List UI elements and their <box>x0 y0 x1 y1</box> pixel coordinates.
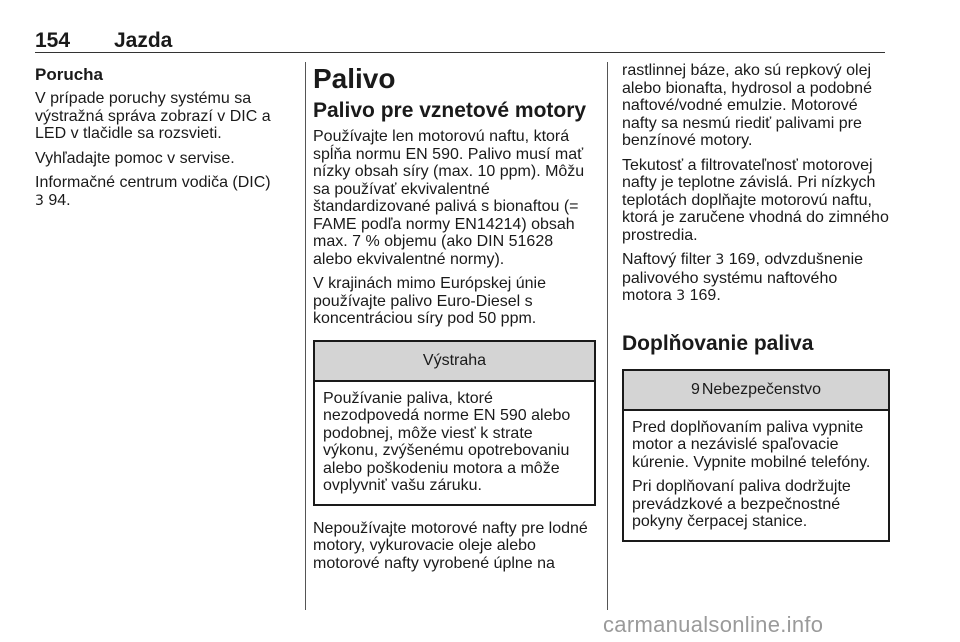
page-reference-link[interactable]: 169. <box>685 287 721 304</box>
page-reference-link[interactable]: 94. <box>43 191 71 209</box>
warning-box <box>313 340 596 506</box>
paragraph: Vyhľadajte pomoc v servise. <box>35 149 235 167</box>
paragraph <box>35 174 297 210</box>
paragraph-text: Informačné centrum vodiča (DIC) <box>35 174 271 191</box>
paragraph-text: Naftový filter <box>622 251 711 268</box>
paragraph: Nepoužívajte motorové nafty pre lodné motory, vykurovacie oleje alebo motorové nafty vyrobené úplne na <box>313 519 588 572</box>
page-reference-icon: 3 <box>35 192 44 209</box>
paragraph: rastlinnej báze, ako sú repkový olej alebo bionafta, hydrosol a podobné naftové/vodné emulzie. Motorové nafty sa nesmú riediť palivami pre benzínové motory. <box>622 62 872 149</box>
danger-text: Pri doplňovaní paliva dodržujte prevádzkové a bezpečnostné pokyny čerpacej stanice. <box>632 478 851 530</box>
paragraph: Používajte len motorovú naftu, ktorá spĺňa normu EN 590. Palivo musí mať nízky obsah síry (max. 10 ppm). Môžu sa používať ekvivalentné štandardizované palivá s bionaftou (= FAME podľa normy EN14214) obsah max. 7 % objemu (ako DIN 51628 alebo ekvivalentné normy). <box>313 128 585 268</box>
danger-box-body <box>624 411 888 540</box>
warning-title: Výstraha <box>422 351 487 369</box>
danger-box-header <box>624 371 888 411</box>
warning-triangle-icon: 9 <box>690 380 700 398</box>
column-3 <box>622 62 890 556</box>
warning-box-body <box>315 382 594 504</box>
paragraph <box>622 251 890 306</box>
paragraph: V krajinách mimo Európskej únie používajte palivo Euro-Diesel s koncentráciou síry pod 50 ppm. <box>313 275 546 327</box>
column-divider-1 <box>305 62 306 610</box>
column-divider-2 <box>607 62 608 610</box>
section-heading-doplnovanie: Doplňovanie paliva <box>622 331 814 355</box>
page-number: 154 <box>35 29 71 52</box>
danger-text: Pred doplňovaním paliva vypnite motor a nezávislé spaľovacie kúrenie. Vypnite mobilné telefóny. <box>632 418 871 471</box>
section-heading-porucha: Porucha <box>35 65 104 84</box>
danger-box <box>622 369 890 542</box>
header-rule <box>35 52 885 53</box>
page-reference-link[interactable]: 169, odvzdušnenie palivového systému naftového motora <box>622 251 864 304</box>
paragraph: V prípade poruchy systému sa výstražná správa zobrazí v DIC a LED v tlačidle sa rozsvieti. <box>35 90 271 142</box>
column-2 <box>313 62 596 579</box>
warning-box-header <box>315 342 594 382</box>
section-title: Jazda <box>114 29 173 52</box>
column-1 <box>35 62 297 217</box>
page-reference-icon: 3 <box>676 288 686 304</box>
section-heading-palivo: Palivo pre vznetové motory <box>313 99 587 122</box>
chapter-title: Palivo <box>313 63 396 94</box>
page-header <box>35 29 885 51</box>
danger-title: Nebezpečenstvo <box>701 380 822 398</box>
page-reference-icon: 3 <box>715 252 725 268</box>
watermark: carmanualsonline.info <box>603 612 824 637</box>
warning-text: Používanie paliva, ktoré nezodpovedá norme EN 590 alebo podobnej, môže viesť k strate výkonu, zvýšenému opotrebovaniu alebo poškodeniu motora a môže ovplyvniť vašu záruku. <box>323 389 571 494</box>
paragraph: Tekutosť a filtrovateľnosť motorovej nafty je teplotne závislá. Pri nízkych teplotách doplňajte motorovú naftu, ktorá je zaručene vhodná do zimného prostredia. <box>622 156 889 244</box>
